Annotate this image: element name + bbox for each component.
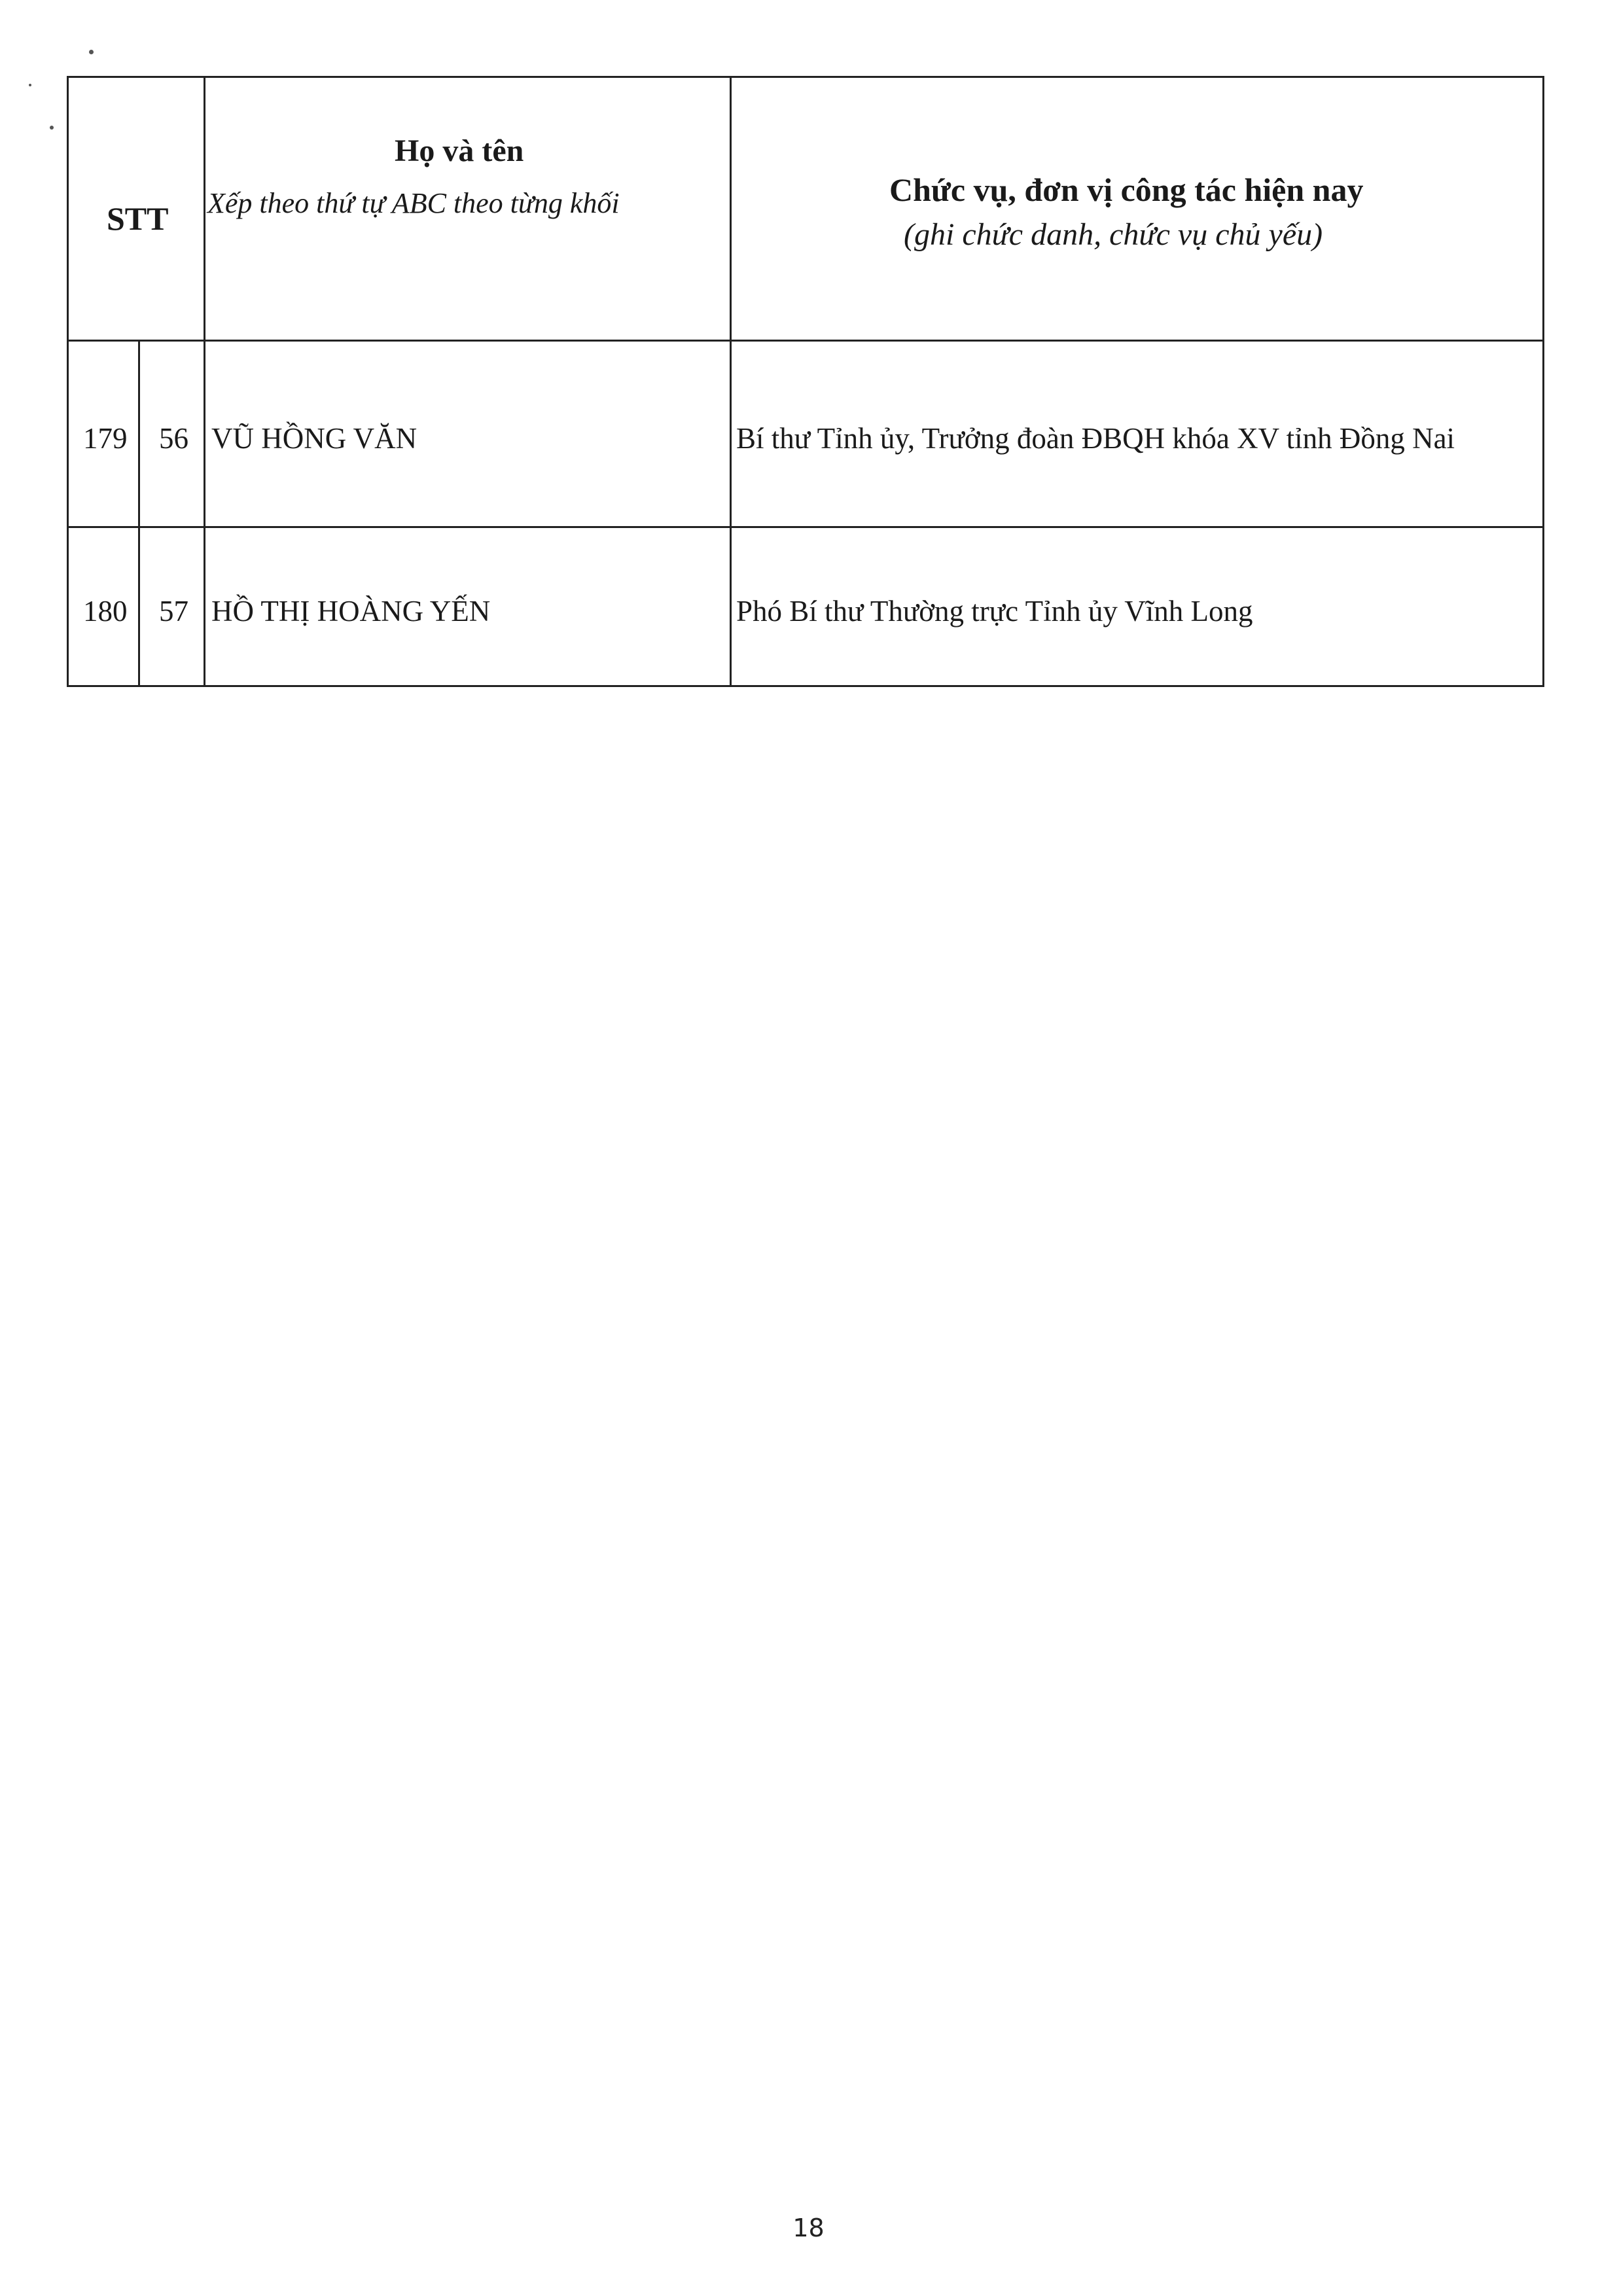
page-number: 18: [792, 2214, 825, 2242]
header-stt: STT: [107, 200, 169, 237]
column-divider-name: [730, 78, 732, 685]
header-position-title: Chức vụ, đơn vị công tác hiện nay: [889, 171, 1364, 208]
column-divider-stt-sub: [138, 341, 140, 685]
row-2-position: Phó Bí thư Thường trực Tỉnh ủy Vĩnh Long: [736, 595, 1253, 627]
row-2-stt-block: 57: [159, 595, 188, 627]
row-1-position: Bí thư Tỉnh ủy, Trưởng đoàn ĐBQH khóa XV tỉnh Đồng Nai: [736, 422, 1455, 455]
scan-speck: [50, 126, 54, 130]
header-name-title: Họ và tên: [395, 133, 524, 168]
scan-speck: [29, 84, 31, 86]
scan-speck: [89, 50, 94, 54]
header-bottom-border: [69, 340, 1542, 342]
header-position-note: (ghi chức danh, chức vụ chủ yếu): [904, 217, 1323, 252]
candidate-table: [67, 76, 1544, 687]
row-2-name: HỒ THỊ HOÀNG YẾN: [211, 595, 491, 627]
row-1-stt: 179: [83, 422, 128, 455]
row-divider: [69, 526, 1542, 528]
row-1-stt-block: 56: [159, 422, 188, 455]
column-divider-stt: [204, 78, 205, 685]
row-1-name: VŨ HỒNG VĂN: [211, 422, 418, 455]
row-2-stt: 180: [83, 595, 128, 627]
header-name-note: Xếp theo thứ tự ABC theo từng khối: [207, 187, 620, 219]
